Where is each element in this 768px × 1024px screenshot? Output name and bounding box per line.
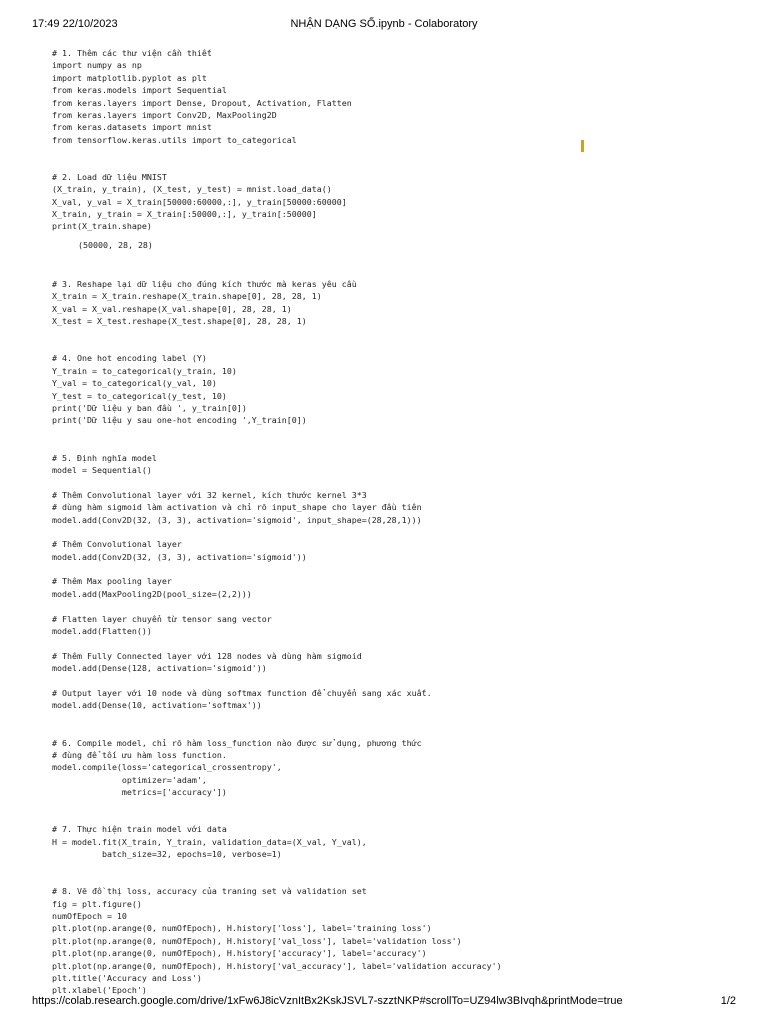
code-line: # 1. Thêm các thư viện cần thiết xyxy=(52,48,212,58)
code-line: plt.plot(np.arange(0, numOfEpoch), H.history['accuracy'], label='accuracy') xyxy=(52,948,427,959)
code-line: # 7. Thực hiện train model với data xyxy=(52,824,227,835)
code-line: plt.plot(np.arange(0, numOfEpoch), H.history['val_loss'], label='validation loss') xyxy=(52,935,462,946)
print-datetime: 17:49 22/10/2023 xyxy=(32,18,118,30)
code-line: # 3. Reshape lại dữ liệu cho đúng kích thước mà keras yêu cầu xyxy=(52,279,357,290)
code-line xyxy=(52,563,732,575)
code-cell-plot[interactable] xyxy=(52,885,732,997)
code-cell-one-hot[interactable] xyxy=(52,352,732,426)
code-line xyxy=(52,476,732,488)
code-line: print('Dữ liệu y ban đầu ', y_train[0]) xyxy=(52,403,247,413)
code-line: plt.plot(np.arange(0, numOfEpoch), H.history['val_accuracy'], label='validation accuracy') xyxy=(52,960,502,971)
code-line: # đùng để tối ưu hàm loss function. xyxy=(52,749,227,760)
page-url: https://colab.research.google.com/drive/1xFw6J8icVznItBx2KskJSVL7-szztNKP#scrollTo=UZ94lw3BIvqh&printMode=true xyxy=(32,995,623,1007)
code-line: # 4. One hot encoding label (Y) xyxy=(52,353,207,364)
code-line: (X_train, y_train), (X_test, y_test) = mnist.load_data() xyxy=(52,184,332,195)
code-line: H = model.fit(X_train, Y_train, validation_data=(X_val, Y_val), xyxy=(52,836,367,847)
code-line: X_val, y_val = X_train[50000:60000,:], y_train[50000:60000] xyxy=(52,196,347,207)
cell-spacer xyxy=(52,861,732,886)
code-line: numOfEpoch = 10 xyxy=(52,911,127,922)
code-line: model.add(Conv2D(32, (3, 3), activation='sigmoid')) xyxy=(52,551,307,562)
code-line xyxy=(52,600,732,612)
code-line: Y_test = to_categorical(y_test, 10) xyxy=(52,390,227,401)
code-line: fig = plt.figure() xyxy=(52,898,142,909)
cell-spacer xyxy=(52,712,732,737)
code-line: model.compile(loss='categorical_crossentropy', xyxy=(52,762,282,773)
code-line: # Thêm Max pooling layer xyxy=(52,576,172,587)
code-line: metrics=['accuracy']) xyxy=(52,787,227,798)
output-line: (50000, 28, 28) xyxy=(78,239,153,250)
code-line: # Thêm Convolutional layer xyxy=(52,539,182,550)
code-line: from keras.layers import Dense, Dropout, Activation, Flatten xyxy=(52,97,352,108)
code-line: # Thêm Convolutional layer với 32 kernel, kích thước kernel 3*3 xyxy=(52,489,367,500)
code-line: Y_train = to_categorical(y_train, 10) xyxy=(52,365,237,376)
code-line: # Output layer với 10 node và dùng softmax function để chuyển sang xác xuất. xyxy=(52,688,432,698)
code-line: # dùng hàm sigmoid làm activation và chỉ rõ input_shape cho layer đầu tiên xyxy=(52,502,422,513)
code-line: batch_size=32, epochs=10, verbose=1) xyxy=(52,849,282,860)
code-line: model.add(Conv2D(32, (3, 3), activation='sigmoid', input_shape=(28,28,1))) xyxy=(52,514,422,525)
code-cell-compile[interactable] xyxy=(52,737,732,799)
code-line: model.add(Dense(10, activation='softmax')) xyxy=(52,700,262,711)
cell-spacer xyxy=(52,328,732,353)
cell-spacer xyxy=(52,799,732,824)
code-line xyxy=(52,526,732,538)
code-line: print('Dữ liệu y sau one-hot encoding ',Y_train[0]) xyxy=(52,415,307,426)
code-line: X_test = X_test.reshape(X_test.shape[0], 28, 28, 1) xyxy=(52,316,307,327)
code-line: import numpy as np xyxy=(52,60,142,71)
cell-spacer xyxy=(52,146,732,171)
code-line: # 2. Load dữ liệu MNIST xyxy=(52,171,167,182)
code-cell-define-model[interactable] xyxy=(52,452,732,712)
code-line: X_train, y_train = X_train[:50000,:], y_train[:50000] xyxy=(52,209,317,220)
code-line: from keras.datasets import mnist xyxy=(52,122,212,133)
code-line: plt.title('Accuracy and Loss') xyxy=(52,973,202,984)
cell-spacer xyxy=(52,253,732,278)
cell-output xyxy=(52,239,732,251)
code-cell-load-data[interactable] xyxy=(52,171,732,251)
code-line: # 6. Compile model, chỉ rõ hàm loss_function nào được sử dụng, phương thức xyxy=(52,737,422,748)
code-line: model = Sequential() xyxy=(52,464,152,475)
code-line: X_val = X_val.reshape(X_val.shape[0], 28, 28, 1) xyxy=(52,303,292,314)
code-line: print(X_train.shape) xyxy=(52,221,152,232)
code-line xyxy=(52,637,732,649)
code-line: model.add(MaxPooling2D(pool_size=(2,2))) xyxy=(52,588,252,599)
code-line: # 8. Vẽ đồ thị loss, accuracy của traning set và validation set xyxy=(52,886,367,897)
notebook-title: NHẬN DẠNG SỐ.ipynb - Colaboratory xyxy=(290,18,478,30)
print-footer xyxy=(0,995,768,1009)
print-header xyxy=(0,18,768,32)
notebook-content xyxy=(52,47,732,997)
code-line: plt.plot(np.arange(0, numOfEpoch), H.history['loss'], label='training loss') xyxy=(52,923,432,934)
code-line: model.add(Flatten()) xyxy=(52,626,152,637)
code-line: plt.xlabel('Epoch') xyxy=(52,985,147,996)
code-line: from keras.layers import Conv2D, MaxPooling2D xyxy=(52,109,277,120)
code-line: import matplotlib.pyplot as plt xyxy=(52,72,207,83)
code-line: from tensorflow.keras.utils import to_categorical xyxy=(52,134,297,145)
code-line: # 5. Định nghĩa model xyxy=(52,452,157,463)
code-cell-reshape[interactable] xyxy=(52,278,732,328)
code-line xyxy=(52,675,732,687)
code-cell-imports[interactable] xyxy=(52,47,732,146)
cell-spacer xyxy=(52,427,732,452)
code-line: # Flatten layer chuyển từ tensor sang vector xyxy=(52,613,272,624)
code-line: Y_val = to_categorical(y_val, 10) xyxy=(52,378,217,389)
code-line: optimizer='adam', xyxy=(52,774,207,785)
code-line: X_train = X_train.reshape(X_train.shape[0], 28, 28, 1) xyxy=(52,291,322,302)
code-line: # Thêm Fully Connected layer với 128 nodes và dùng hàm sigmoid xyxy=(52,650,362,661)
code-line: model.add(Dense(128, activation='sigmoid')) xyxy=(52,663,267,674)
page-number: 1/2 xyxy=(720,995,736,1007)
code-cell-train[interactable] xyxy=(52,823,732,860)
code-line: from keras.models import Sequential xyxy=(52,85,227,96)
